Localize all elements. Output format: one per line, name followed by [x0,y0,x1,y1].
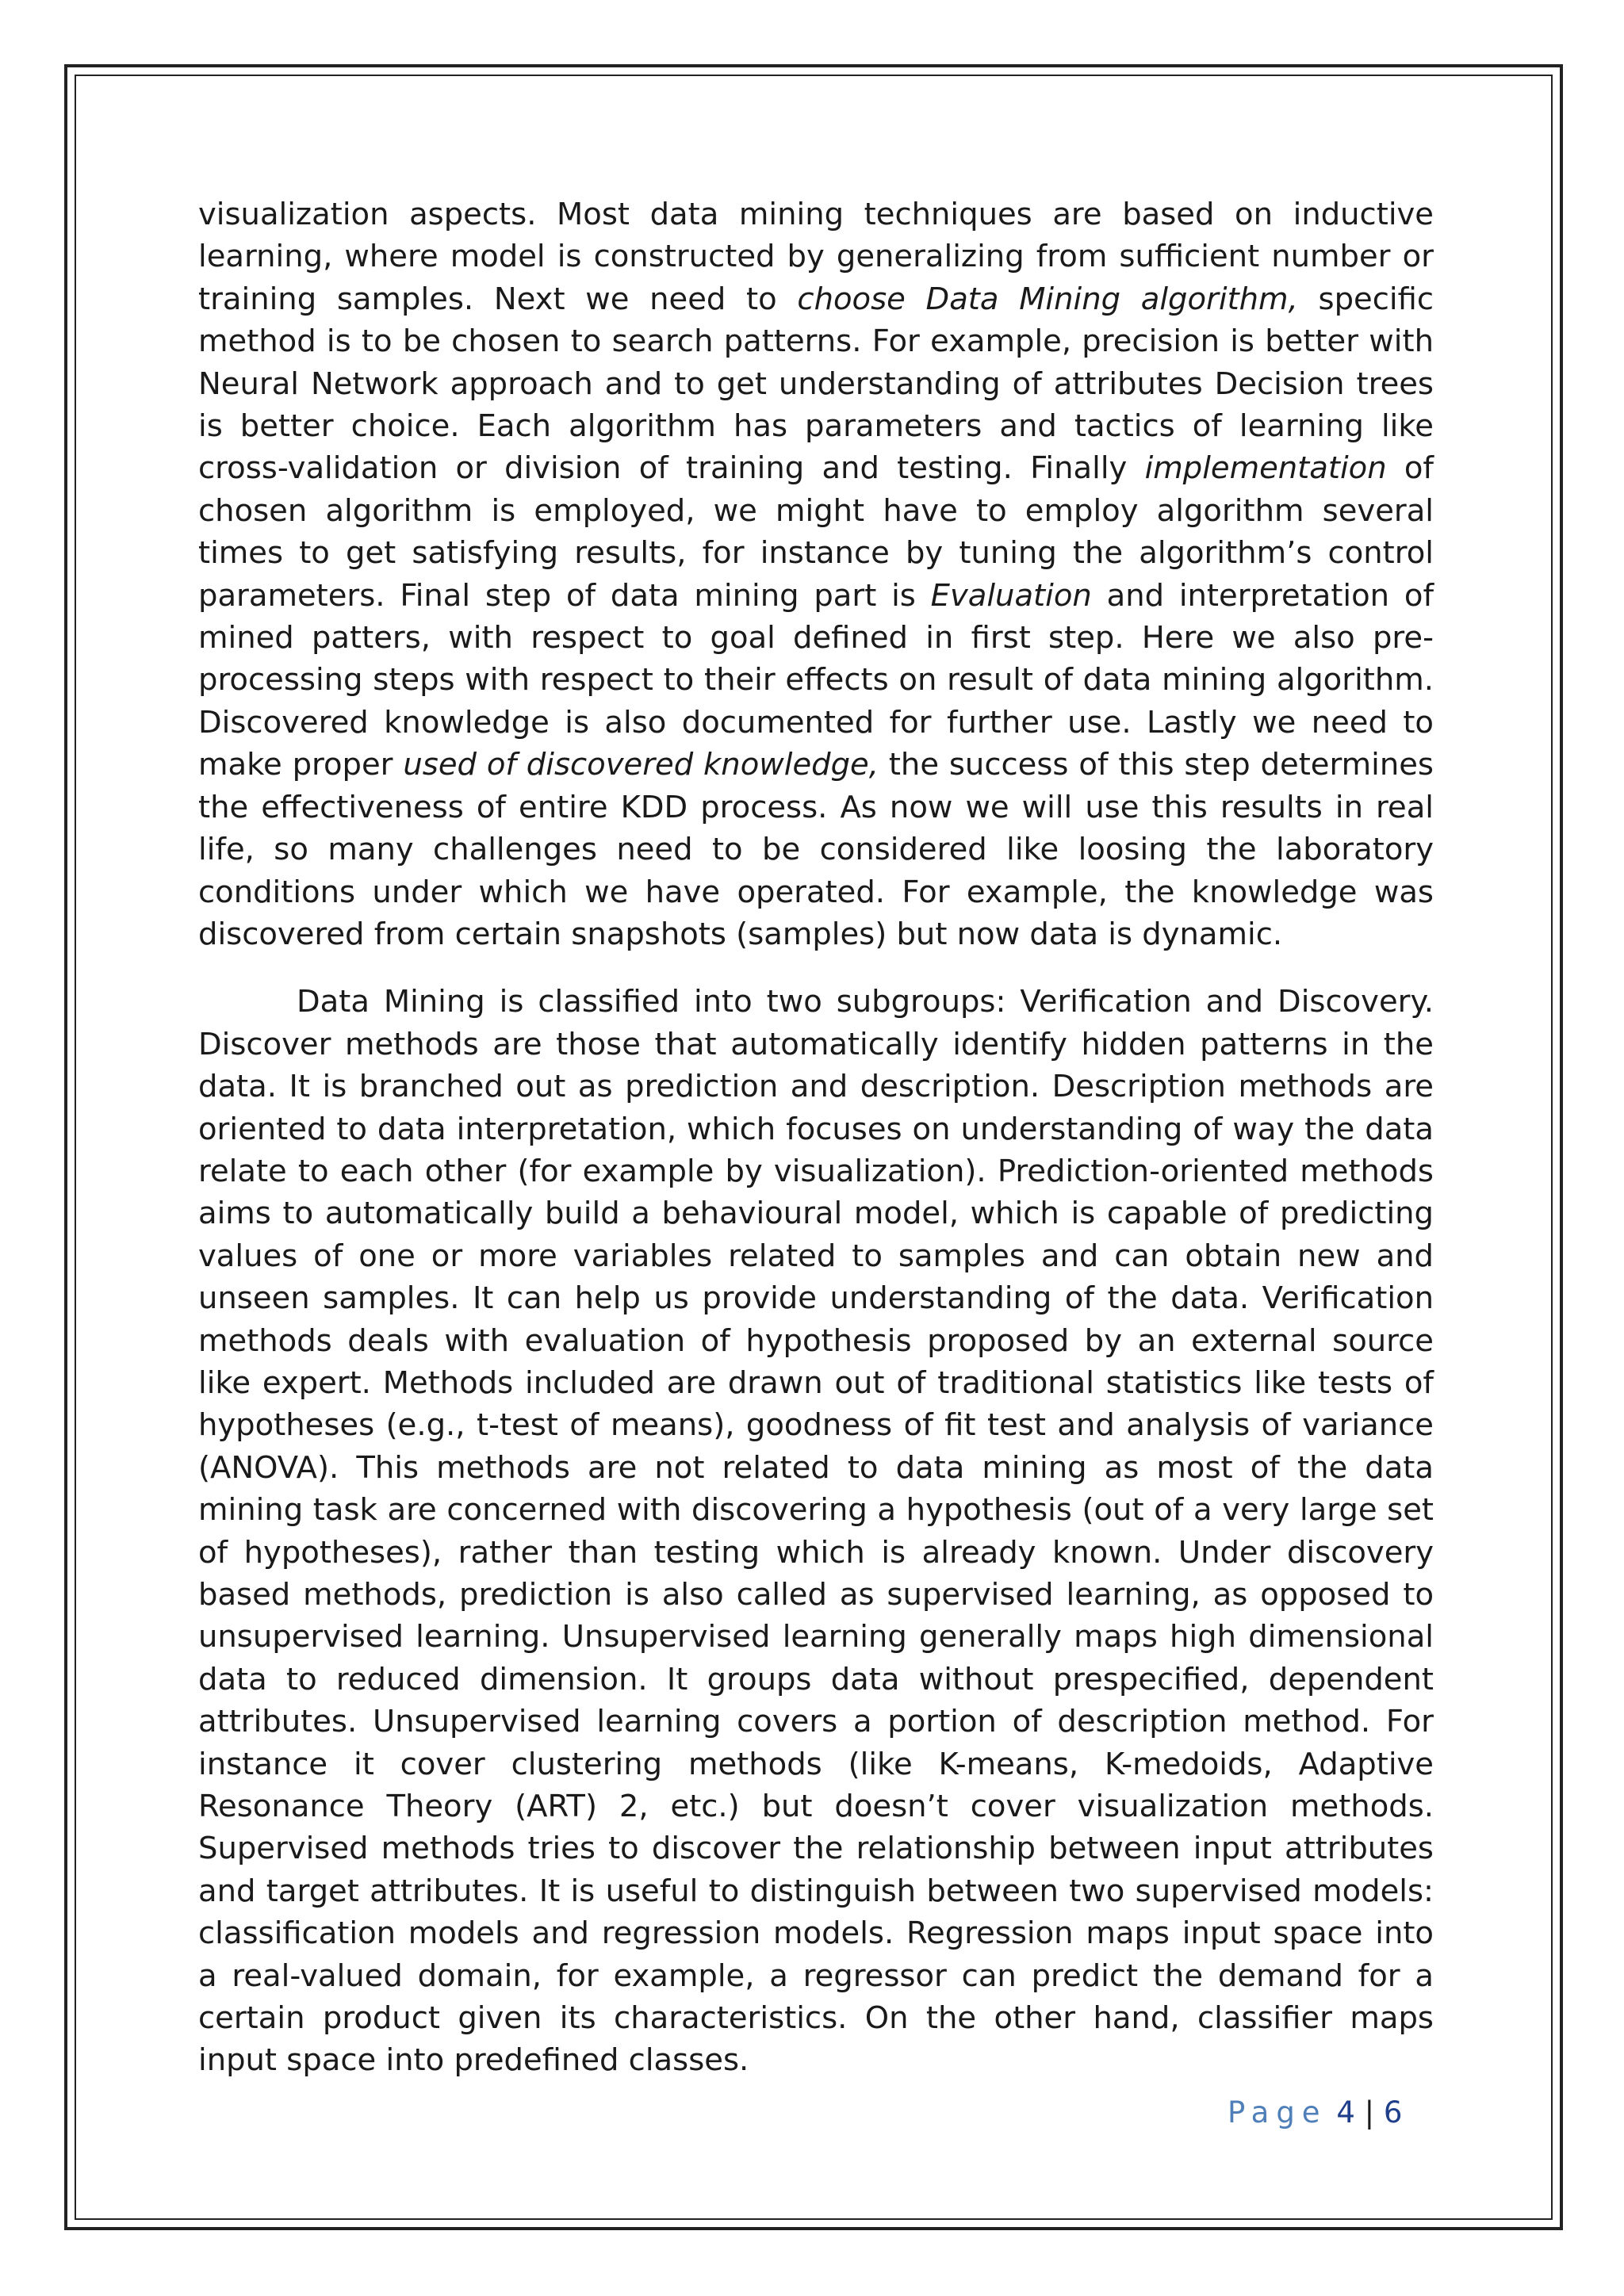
paragraph-2: Data Mining is classified into two subgroups: Verification and Discovery. Discover methods are those that automatically identify hidden patterns in the data. It is branched out as prediction and description. Description methods are oriented to data interpretation, which focuses on understanding of way the data relate to each other (for example by visualization). Prediction-oriented methods aims to automatically build a behavioural model, which is capable of predicting values of one or more variables related to samples and can obtain new and unseen samples. It can help us provide understanding of the data. Verification methods deals with evaluation of hypothesis proposed by an external source like expert. Methods included are drawn out of traditional statistics like tests of hypotheses (e.g., t-test of means), goodness of fit test and analysis of variance (ANOVA). This methods are not related to data mining as most of the data mining task are concerned with discovering a hypothesis (out of a very large set of hypotheses), rather than testing which is already known. Under discovery based methods, prediction is also called as supervised learning, as opposed to unsupervised learning. Unsupervised learning generally maps high dimensional data to reduced dimension. It groups data without prespecified, dependent attributes. Unsupervised learning covers a portion of description method. For instance it cover clustering methods (like K-means, K-medoids, Adaptive Resonance Theory (ART) 2, etc.) but doesn’t cover visualization methods. Supervised methods tries to discover the relationship between input attributes and target attributes. It is useful to distinguish between two supervised models: classification models and regression models. Regression maps input space into a real-valued domain, for example, a regressor can predict the demand for a certain product given its characteristics. On the other hand, classifier maps input space into predefined classes. [198,984,1434,2079]
paragraph-1-italic-run: Evaluation [930,577,1092,614]
paragraph-1-run: and interpretation of mined patters, with respect to goal defined in first step. Here we also pre-processing steps with respect to their effects on result of data mining algorithm. Discovered knowledge is also documented for further use. Lastly we need to make proper [198,577,1434,783]
page-footer [1228,2095,1402,2130]
paragraph-1-italic-run: implementation [1144,450,1387,487]
paragraph-1-run: of chosen algorithm is employed, we might have to employ algorithm several times to get satisfying results, for instance by tuning the algorithm’s control parameters. Final step of data mining part is [198,450,1434,614]
paragraph-1-italic-run: choose Data Mining algorithm, [797,281,1298,317]
paragraph-1-run: specific method is to be chosen to search patterns. For example, precision is better with Neural Network approach and to get understanding of attributes Decision trees is better choice. Each algorithm has parameters and tactics of learning like cross-validation or division of training and testing. Finally [198,281,1434,487]
paragraph-1-run: the success of this step determines the effectiveness of entire KDD process. As now we will use this results in real life, so many challenges need to be considered like loosing the laboratory conditions under which we have operated. For example, the knowledge was discovered from certain snapshots (samples) but now data is dynamic. [198,747,1434,952]
paragraph-1-run: visualization aspects. Most data mining techniques are based on inductive learning, where model is constructed by generalizing from sufficient number or training samples. Next we need to [198,197,1434,317]
current-page-number: 4 [1336,2095,1355,2130]
page-separator: | [1364,2095,1375,2130]
document-body [198,193,1434,2082]
page-label: Page [1228,2095,1327,2130]
paragraph-1 [198,193,1434,955]
paragraph-1-italic-run: used of discovered knowledge, [403,747,879,783]
total-pages-number: 6 [1383,2095,1403,2130]
